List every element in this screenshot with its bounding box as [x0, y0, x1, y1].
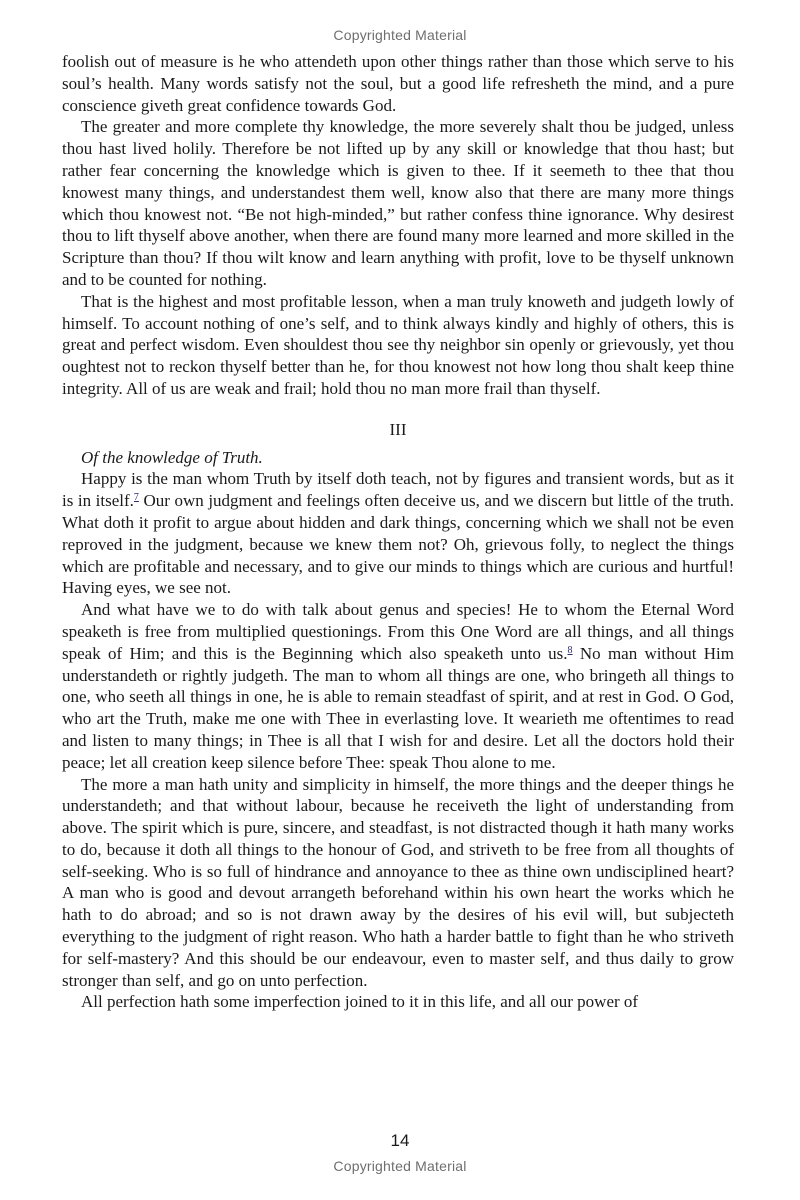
paragraph-4-text-b: Our own judgment and feelings often deceive us, and we discern but little of the truth. What doth it profit to argue about hidden and dark things, concerning which we shall not be even reproved in the judgment, because we knew them not? Oh, grievous folly, to neglect the things which are profitable and necessary, and to give our minds to things which are curious and hurtful! Having eyes, we see not.	[62, 491, 734, 598]
paragraph-3: That is the highest and most profitable lesson, when a man truly knoweth and judgeth lowly of himself. To account nothing of one’s self, and to think always kindly and highly of others, this is great and perfect wisdom. Even shouldest thou see thy neighbor sin openly or grievously, yet thou oughtest not to reckon thyself better than he, for thou knowest not how long thou shalt keep thine integrity. All of us are weak and frail; hold thou no man more frail than thyself.	[62, 291, 734, 398]
chapter-title: Of the knowledge of Truth.	[81, 447, 263, 467]
paragraph-6: The more a man hath unity and simplicity in himself, the more things and the deeper things he understandeth; and that without labour, because he receiveth the light of understanding from above. The spirit which is pure, sincere, and steadfast, is not distracted though it hath many works to do, because it doth all things to the honour of God, and striveth to be free from all thoughts of self-seeking. Who is so full of hindrance and annoyance to thee as thine own undisciplined heart? A man who is good and devout arrangeth beforehand within his own heart the works which he hath to do abroad; and so is not drawn away by the desires of his evil will, but subjecteth everything to the judgment of right reason. Who hath a harder battle to fight than he who striveth for self-mastery? And this should be our endeavour, even to master self, and thus daily to grow stronger than self, and go on unto perfection.	[62, 774, 734, 990]
paragraph-5-text-b: No man without Him understandeth or rightly judgeth. The man to whom all things are one, who bringeth all things to one, who seeth all things in one, he is able to remain steadfast of spirit, and at rest in God. O God, who art the Truth, make me one with Thee in everlasting love. It wearieth me oftentimes to read and listen to many things; in Thee is all that I wish for and desire. Let all the doctors hold their peace; let all creation keep silence before Thee: speak Thou alone to me.	[62, 643, 734, 772]
paragraph-1: foolish out of measure is he who attendeth upon other things rather than those which serve to his soul’s health. Many words satisfy not the soul, but a good life refresheth the mind, and a pure conscience giveth great confidence towards God.	[62, 52, 734, 115]
paragraph-2: The greater and more complete thy knowledge, the more severely shalt thou be judged, unless thou hast lived holily. Therefore be not lifted up by any skill or knowledge that thou hast; but rather fear concerning the knowledge which is given to thee. If it seemeth to thee that thou knowest many things, and understandest them well, know also that there are many more things which thou knowest not. “Be not high-minded,” but rather confess thine ignorance. Why desirest thou to lift thyself above another, when there are found many more learned and more skilled in the Scripture than thou? If thou wilt know and learn anything with profit, love to be thyself unknown and to be counted for nothing.	[62, 117, 734, 289]
footnote-link-8[interactable]: 8	[567, 644, 573, 656]
paragraph-5-text-a: And what have we to do with talk about genus and species! He to whom the Eternal Word speaketh is free from multiplied questionings. From this One Word are all things, and all things speak of Him; and this is the Beginning which also speaketh unto us.	[62, 600, 734, 663]
section-number-heading: III	[389, 419, 407, 439]
copyright-watermark-top: Copyrighted Material	[333, 27, 467, 43]
page-number: 14	[390, 1131, 410, 1150]
paragraph-4	[62, 468, 734, 599]
copyright-watermark-bottom: Copyrighted Material	[333, 1158, 467, 1174]
paragraph-5	[62, 599, 734, 773]
page-body	[62, 51, 734, 1013]
paragraph-7: All perfection hath some imperfection joined to it in this life, and all our power of	[81, 992, 639, 1012]
paragraph-4-text-a: Happy is the man whom Truth by itself doth teach, not by figures and transient words, but as it is in itself.	[62, 469, 734, 511]
footnote-link-7[interactable]: 7	[133, 492, 139, 504]
